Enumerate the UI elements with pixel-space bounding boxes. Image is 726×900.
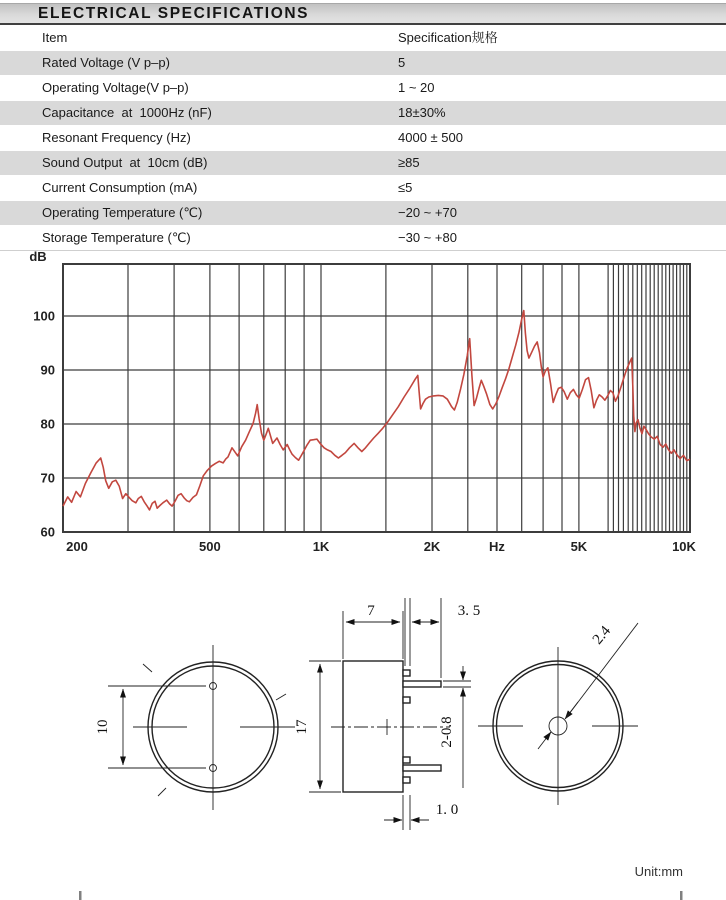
mechanical-drawing bbox=[0, 558, 726, 900]
spec-item-cell: Rated Voltage (V p–p) bbox=[42, 55, 170, 70]
y-tick-label: 80 bbox=[40, 416, 55, 432]
frequency-response-chart bbox=[0, 250, 726, 560]
dim-pin-spacing: 10 bbox=[95, 719, 111, 735]
rear-view bbox=[95, 645, 295, 810]
next-drawing-tick bbox=[79, 891, 82, 900]
spec-value-cell: ≤5 bbox=[398, 180, 413, 195]
y-tick-label: 90 bbox=[40, 362, 55, 378]
dim-pin-offset: 1. 0 bbox=[435, 802, 459, 818]
spec-table bbox=[0, 26, 726, 251]
spec-value-cell: −30 ~ +80 bbox=[398, 230, 457, 245]
spec-row bbox=[0, 76, 726, 100]
section-header-bar bbox=[0, 3, 726, 25]
x-tick-label: 10K bbox=[672, 539, 696, 554]
spec-item-cell: Operating Temperature (℃) bbox=[42, 205, 203, 220]
x-tick-label: 500 bbox=[199, 539, 221, 554]
dim-body-height: 17 bbox=[294, 719, 310, 735]
x-tick-label: 200 bbox=[66, 539, 88, 554]
spec-table-header-row bbox=[0, 26, 726, 50]
spec-item-cell: Operating Voltage(V p–p) bbox=[42, 80, 189, 95]
y-axis-unit: dB bbox=[29, 250, 47, 264]
spec-value-cell: 5 bbox=[398, 55, 406, 70]
spec-row bbox=[0, 176, 726, 200]
unit-label: Unit:mm bbox=[634, 864, 683, 879]
spec-value-cell: −20 ~ +70 bbox=[398, 205, 457, 220]
y-tick-label: 100 bbox=[33, 308, 55, 324]
response-curve bbox=[63, 311, 690, 510]
x-tick-label: 2K bbox=[423, 539, 441, 554]
spec-row bbox=[0, 126, 726, 150]
y-tick-label: 70 bbox=[40, 470, 55, 486]
spec-row bbox=[0, 200, 726, 226]
front-view bbox=[478, 623, 638, 805]
spec-value-cell: 4000 ± 500 bbox=[398, 130, 463, 145]
spec-item-cell: Storage Temperature (℃) bbox=[42, 230, 191, 245]
x-tick-label: Hz bbox=[489, 539, 505, 554]
spec-row bbox=[0, 100, 726, 126]
spec-item-cell: Capacitance at 1000Hz (nF) bbox=[42, 105, 212, 120]
spec-item-cell: Current Consumption (mA) bbox=[42, 180, 198, 195]
side-view bbox=[294, 598, 480, 830]
spec-value-cell: ≥85 bbox=[398, 155, 420, 170]
chart-border bbox=[63, 264, 690, 532]
col-header-item: Item bbox=[42, 30, 68, 45]
col-header-spec: Specification规格 bbox=[398, 30, 498, 45]
x-tick-label: 1K bbox=[312, 539, 330, 554]
x-tick-label: 5K bbox=[570, 539, 588, 554]
next-drawing-tick bbox=[680, 891, 683, 900]
spec-item-cell: Resonant Frequency (Hz) bbox=[42, 130, 191, 145]
dim-pin-length: 3. 5 bbox=[457, 603, 481, 619]
dim-hole-diameter: 2.4 bbox=[589, 623, 615, 648]
spec-item-cell: Sound Output at 10cm (dB) bbox=[42, 155, 208, 170]
y-tick-label: 60 bbox=[40, 524, 55, 540]
dim-body-width: 7 bbox=[367, 603, 375, 619]
spec-row bbox=[0, 150, 726, 176]
dim-pin-diameter: 2-0.8 bbox=[439, 716, 455, 748]
spec-value-cell: 1 ~ 20 bbox=[398, 80, 435, 95]
spec-row bbox=[0, 226, 726, 250]
spec-value-cell: 18±30% bbox=[398, 105, 446, 120]
spec-row bbox=[0, 50, 726, 76]
section-title: ELECTRICAL SPECIFICATIONS bbox=[38, 5, 310, 22]
